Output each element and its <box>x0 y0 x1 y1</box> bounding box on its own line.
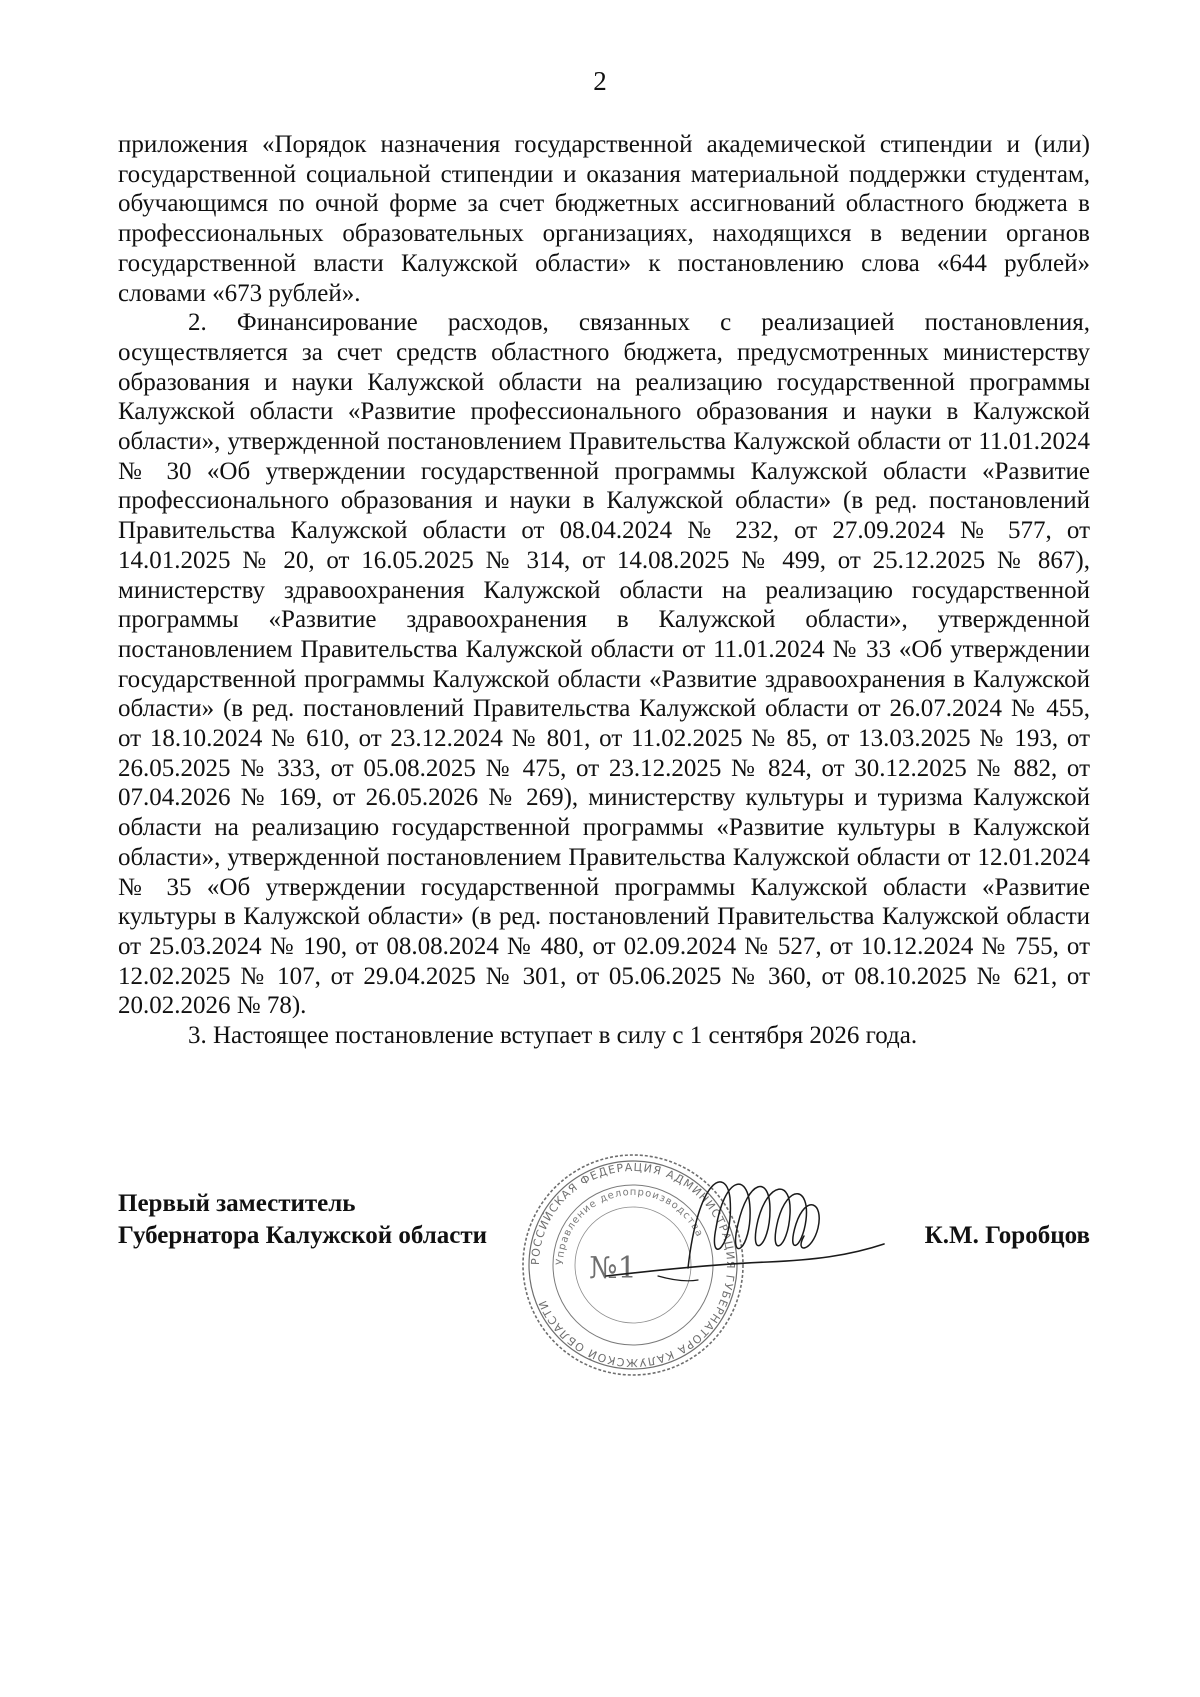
signatory-name: К.М. Горобцов <box>924 1222 1090 1249</box>
signatory-position-line2: Губернатора Калужской области <box>118 1222 488 1249</box>
handwritten-signature <box>598 1158 888 1308</box>
seal-center-number: №1 <box>589 1251 637 1286</box>
seal-outer-text: РОССИЙСКАЯ ФЕДЕРАЦИЯ АДМИНИСТРАЦИЯ ГУБЕРНАТОРА КАЛУЖСКОЙ ОБЛАСТИ <box>528 1160 738 1370</box>
document-body <box>118 130 1090 1051</box>
seal-inner-text: Управление делопроизводства <box>554 1186 705 1266</box>
signatory-position <box>118 1188 487 1252</box>
paragraph-3-effective-date: 3. Настоящее постановление вступает в силу с 1 сентября 2026 года. <box>188 1022 918 1050</box>
paragraph-2-financing: 2. Финансирование расходов, связанных с реализацией постановления, осуществляется за счет средств областного бюджета, предусмотренных министерству образования и науки Калужской области на реализацию государственной программы Калужской области «Развитие профессионального образования и науки в Калужской области», утвержденной постановлением Правительства Калужской области от 11.01.2024 № 30 «Об утверждении государственной программы Калужской области «Развитие профессионального образования и науки в Калужской области» (в ред. постановлений Правительства Калужской области от 08.04.2024 № 232, от 27.09.2024 № 577, от 14.01.2025 № 20, от 16.05.2025 № 314, от 14.08.2025 № 499, от 25.12.2025 № 867), министерству здравоохранения Калужской области на реализацию государственной программы «Развитие здравоохранения в Калужской области», утвержденной постановлением Правительства Калужской области от 11.01.2024 № 33 «Об утверждении государственной программы Калужской области «Развитие здравоохранения в Калужской области» (в ред. постановлений Правительства Калужской области от 26.07.2024 № 455, от 18.10.2024 № 610, от 23.12.2024 № 801, от 11.02.2025 № 85, от 13.03.2025 № 193, от 26.05.2025 № 333, от 05.08.2025 № 475, от 23.12.2025 № 824, от 30.12.2025 № 882, от 07.04.2026 № 169, от 26.05.2026 № 269), министерству культуры и туризма Калужской области на реализацию государственной программы «Развитие культуры в Калужской области», утвержденной постановлением Правительства Калужской области от 12.01.2024 № 35 «Об утверждении государственной программы Калужской области «Развитие культуры в Калужской области» (в ред. постановлений Правительства Калужской области от 25.03.2024 № 190, от 08.08.2024 № 480, от 02.09.2024 № 527, от 10.12.2024 № 755, от 12.02.2025 № 107, от 29.04.2025 № 301, от 05.06.2025 № 360, от 08.10.2025 № 621, от 20.02.2026 № 78). <box>118 309 1090 1020</box>
paragraph-1-continuation: приложения «Порядок назначения государственной академической стипендии и (или) государственной социальной стипендии и оказания материальной поддержки студентам, обучающимся по очной форме за счет бюджетных ассигнований областного бюджета в профессиональных образовательных организациях, находящихся в ведении органов государственной власти Калужской области» к постановлению слова «644 рублей» словами «673 рублей». <box>118 131 1090 307</box>
page-number: 2 <box>593 66 607 96</box>
signatory-position-line1: Первый заместитель <box>118 1190 356 1217</box>
